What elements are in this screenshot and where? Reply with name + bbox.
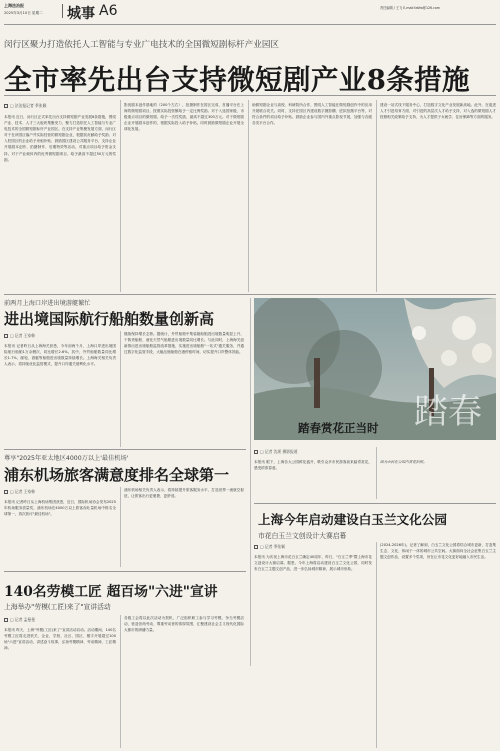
paper-name: 上海法治报 xyxy=(4,3,24,8)
editor-line: 责任编辑 / 王飞 E-mail:fzbfw@126.com xyxy=(380,6,440,10)
airport-byline: □ 记者 王家韩 xyxy=(4,489,35,495)
lead-col-divider-3 xyxy=(376,100,377,292)
masthead xyxy=(0,0,500,24)
lead-bottom-rule xyxy=(4,294,496,295)
photo-text-divider xyxy=(376,447,377,499)
photo-divider xyxy=(250,298,251,666)
labor-sub: 上海举办"劳模(工匠)来了"宣讲活动 xyxy=(4,603,111,611)
lead-rule xyxy=(4,95,496,96)
airport-bottom-rule xyxy=(4,571,246,572)
culture-byline: □ 记者 季张颖 xyxy=(254,544,285,550)
culture-top-rule xyxy=(254,503,496,504)
lead-col-3: 助微短剧企业与高校、科研院所合作，围绕人工智能在微短剧创作中的应用开展联合攻关。同时，支持在园区内建设数字摄影棚、虚拟拍摄平台等，对符合条件的项目给予补贴。鼓励企业参与国内外重点影视节展，加强与各级各类平台合作。 xyxy=(252,103,372,126)
photo-caption: 图为市民在公园内赏花拍照。 xyxy=(380,460,427,464)
photo-text: 本报讯 眼下，上海各大公园鲜花盛开，吸引众多市民游客前来踏青赏花，感受浓浓春意。 xyxy=(254,460,372,471)
lead-col-2: 影视剧本创作基地的（200个左右），拍摄制作在园区完成、首播平台在上海的微短剧项目，按照实际投资额给予一定比例奖励。对于入选国家级、市级重点项目的微短剧，给予一次性奖励，最高不超过300万元。对于微短剧企业开展剧本创作的，根据实际投入给予补贴。同时鼓励微短剧企业开展全球化发展。 xyxy=(124,103,244,132)
ships-col-2: 继续保持增长态势。据统计，外贸船舶中集装箱船舶进出境数量明显上升，干散货船舶、液化天然气船舶进出境数量同比增长。与此同时，上海海关创新推出进出境船舶监管改革措施，实施进出境船舶"一站式"通关服务，并通过数字化监管手段，大幅压缩船舶在港停留时间，切实提升口岸整体效能。 xyxy=(124,332,244,355)
svg-text:踏春: 踏春 xyxy=(414,392,482,432)
lead-col-divider-1 xyxy=(120,100,121,292)
ships-kicker: 前两月上海口岸进出境游艇繁忙 xyxy=(4,300,91,307)
ships-headline: 进出境国际航行船舶数量创新高 xyxy=(4,310,215,328)
masthead-rule xyxy=(4,24,496,25)
lead-col-divider-2 xyxy=(248,100,249,292)
airport-col-divider xyxy=(120,487,121,567)
labor-headline: 140名劳模工匠 超百场"六进"宣讲 xyxy=(4,584,218,600)
airport-col-1: 本报讯 记者昨日从上海机场集团获悉，近日，国际机场协会发布2025年机场服务质量奖，浦东机场在4000万以上旅客吞吐量机场中排名全球第一，再次获评"最佳机场"。 xyxy=(4,500,116,517)
page-number: A6 xyxy=(99,3,118,19)
lead-byline: □ 法治报记者 季张颖 xyxy=(4,103,46,109)
airport-col-2: 浦东机场相关负责人表示，将持续提升旅客服务水平，打造世界一流航空枢纽，让旅客出行更便捷、更舒适。 xyxy=(124,488,244,499)
ships-byline: □ 记者 王家韩 xyxy=(4,333,35,339)
issue-date: 2025年3月10日 星期二 xyxy=(4,11,43,15)
labor-byline: □ 记者 孟曼曼 xyxy=(4,617,35,623)
culture-col-2: (2024-2026年)。记者了解到，白玉兰文化公园将结合城市更新，打造集生态、文化、休闲于一体的城市公共空间。大赛面向全社会征集白玉兰主题文创作品，设置多个奖项，旨在让市花文化更好地融入市民生活。 xyxy=(380,543,496,560)
culture-sub: 市花白玉兰文创设计大赛启幕 xyxy=(258,532,347,540)
lead-col-4: 建设一站式线下服务中心，打造数字文化产业发展新高地。此外，在促进人才引进培育方面，对引进的高层次人才给予支持，对入选的微短剧人才按照相关政策给予支持，为人才提供子女就学、住房保障等方面的服务。 xyxy=(380,103,496,120)
section-title: 城事 xyxy=(67,6,95,22)
culture-headline: 上海今年启动建设白玉兰文化公园 xyxy=(258,512,447,527)
photo-byline: □ 记者 沈瑶 摄影报道 xyxy=(254,449,298,455)
lead-headline: 全市率先出台支持微短剧产业8条措施 xyxy=(4,64,470,96)
labor-col-2: 各级工会将以此次活动为契机，广泛组织职工参与学习劳模、争当劳模活动，营造崇尚劳动、尊重劳动者的浓厚氛围，汇聚建设社会主义现代化国际大都市的磅礴力量。 xyxy=(124,616,244,633)
flower-photo-illustration xyxy=(254,298,496,440)
section-divider xyxy=(62,4,63,18)
labor-col-1: 本报讯 昨天，上海"劳模(工匠)来了"宣讲活动启动。活动期间，140名劳模工匠将走进机关、企业、学校、社区、园区、楼宇开展超过100场"六进"宣讲活动，讲述奋斗故事，弘扬劳模精神、劳动精神、工匠精神。 xyxy=(4,628,116,651)
labor-col-divider xyxy=(120,615,121,748)
ships-bottom-rule xyxy=(4,449,246,450)
airport-kicker: 尊享"2025年亚太地区4000万以上'最佳机场' xyxy=(4,455,129,462)
airport-headline: 浦东机场旅客满意度排名全球第一 xyxy=(4,466,230,484)
spring-flower-photo xyxy=(254,298,496,440)
culture-col-divider xyxy=(376,542,377,748)
culture-col-1: 本报讯 为庆祝上海市花白玉兰确定40周年，昨日，"白玉兰季"暨上海市花文创设计大赛启幕。据悉，今年上海将启动建设白玉兰文化公园，同时发布白玉兰主题文创产品，进一步弘扬城市精神，展示城市形象。 xyxy=(254,555,372,572)
ships-col-1: 本报讯 记者昨日从上海海关获悉，今年前两个月，上海口岸进出境国际航行船舶1万余艘次，同比增长2.6%。其中，外贸船舶数量同比增长1.7%，邮轮、游艇等船舶进出境数量持续增长。上海海关相关负责人表示，将持续优化监管模式，提升口岸通关便利化水平。 xyxy=(4,344,116,367)
ships-col-divider xyxy=(120,331,121,447)
lead-kicker: 闵行区聚力打造依托人工智能与专业广电技术的全国微短剧标杆产业园区 xyxy=(4,40,280,50)
photo-title: 踏春赏花正当时 xyxy=(298,421,379,435)
lead-col-1: 本报讯 近日，闵行区正式率先出台支持微短剧产业发展8条措施，围绕产业、技术、人才三大板块集聚发力，聚力打造依托人工智能与专业广电技术的全国微短剧标杆产业园区。在支持产业集聚发展方面，闵行区对于在该园区落户并实际经营的微短剧企业，根据其贡献给予奖励；对入驻园区的企业给予房租补贴；鼓励园区建设公共服务平台，支持企业开展剧本创作、拍摄制作、后期特效等活动，对重点项目给予资金支持。对于产业载体内的优秀微短剧项目，给予最高不超过50万元的奖励。 xyxy=(4,115,116,162)
